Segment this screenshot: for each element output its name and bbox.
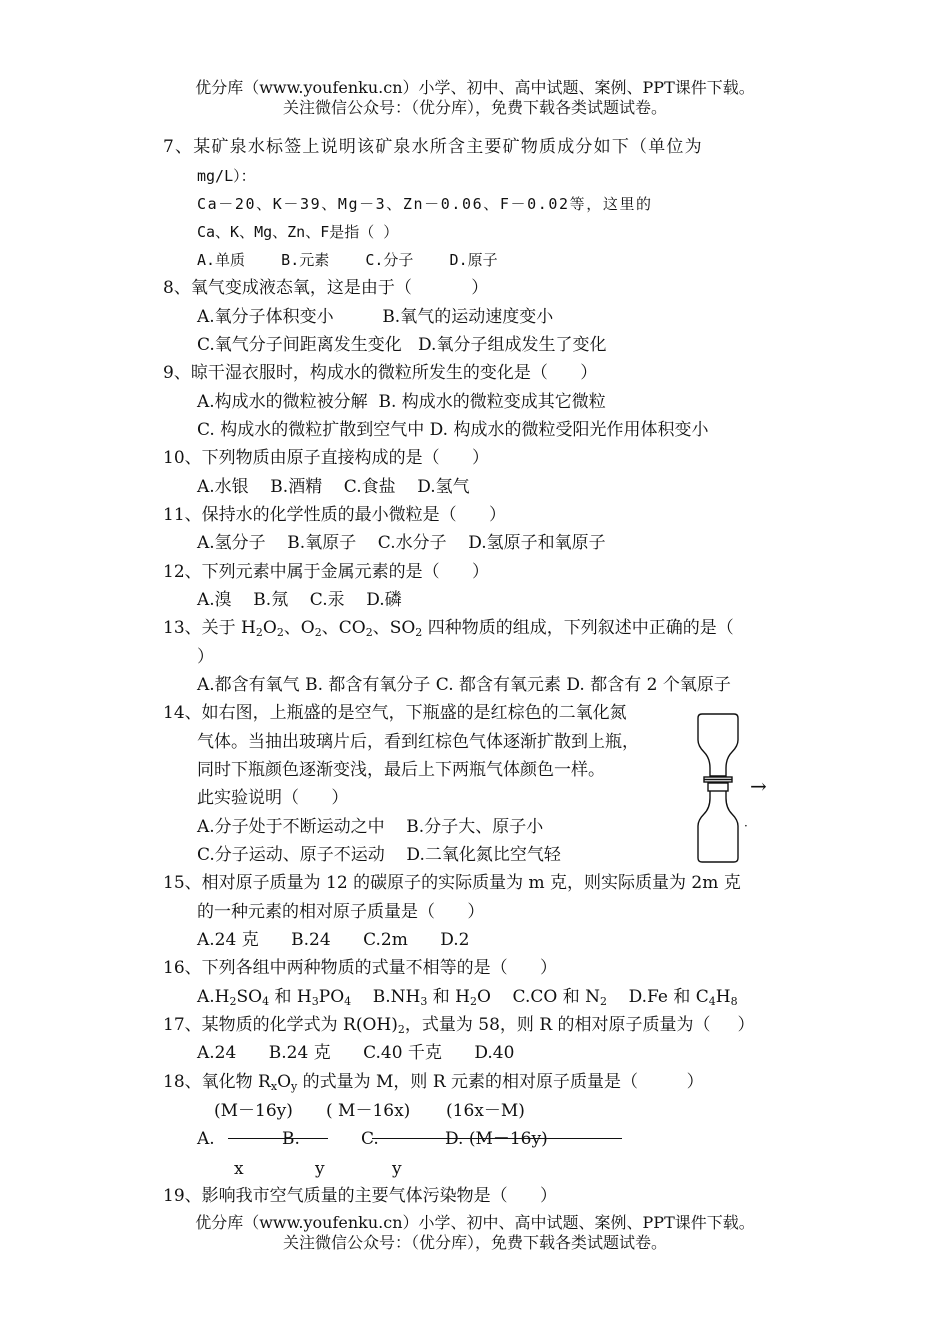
q9-stem: 9、晾干湿衣服时，构成水的微粒所发生的变化是（ ） <box>163 363 598 383</box>
footer-line-2: 关注微信公众号：（优分库），免费下载各类试题试卷。 <box>282 1233 667 1252</box>
q7-stem-line-1: 7、某矿泉水标签上说明该矿泉水所含主要矿物质成分如下（单位为 <box>163 137 703 157</box>
q16-options: $A.H_2SO_4$ 和 $H_3PO_4$ $B.NH_3$ 和 $H_2O$ C.CO 和 $N_2$ D.Fe 和 $C_4H_8$ <box>197 987 738 1008</box>
q18-label-a: A. <box>197 1129 215 1149</box>
bottom-neck <box>708 783 728 791</box>
q18-stem: 18、氧化物 $R_xO_y$ 的式量为 M，则 R 元素的相对原子质量是（ ） <box>163 1072 704 1093</box>
q13-stem: 13、关于 $H_2O_2$、$O_2$、$CO_2$、$SO_2$ 四种物质的组成，下列叙述中正确的是（ <box>163 618 734 639</box>
q12-options: A.溴 B.氖 C.汞 D.磷 <box>197 590 402 610</box>
footer-line-1: 优分库（www.youfenku.cn）小学、初中、高中试题、案例、PPT课件下载。 <box>195 1213 755 1232</box>
q7-stem-line-2: mg/L）： <box>197 167 256 185</box>
upper-bottle <box>698 714 738 776</box>
q15-options: A.24 克 B.24 C.2m D.2 <box>197 930 470 950</box>
q11-stem: 11、保持水的化学性质的最小微粒是（ ） <box>163 505 507 525</box>
q10-options: A.水银 B.酒精 C.食盐 D.氢气 <box>197 477 470 497</box>
q19-stem: 19、影响我市空气质量的主要气体污染物是（ ） <box>163 1186 558 1206</box>
header-line-2: 关注微信公众号：（优分库），免费下载各类试题试卷。 <box>282 98 667 117</box>
q15-stem-line-2: 的一种元素的相对原子质量是（ ） <box>197 902 485 922</box>
q9-options-2: C. 构成水的微粒扩散到空气中 D. 构成水的微粒受阳光作用体积变小 <box>197 420 709 440</box>
q17-stem: 17、某物质的化学式为 $R(OH)_2$，式量为 58，则 R 的相对原子质量为（ ） <box>163 1015 755 1036</box>
q18-denominator-b: y <box>315 1159 325 1179</box>
q10-stem: 10、下列物质由原子直接构成的是（ ） <box>163 448 490 468</box>
figure-dot: · <box>744 819 748 833</box>
q18-numerator-c: (16x－M) <box>446 1101 525 1121</box>
q13-stem-end: ） <box>197 647 214 667</box>
q18-label-b: B. <box>282 1129 300 1149</box>
fraction-bar-c <box>372 1138 622 1139</box>
q14-stem-line-4: 此实验说明（ ） <box>197 788 349 808</box>
q15-stem-line-1: 15、相对原子质量为 12 的碳原子的实际质量为 m 克，则实际质量为 2m 克 <box>163 873 741 893</box>
arrow-icon: → <box>750 774 767 798</box>
q17-options: A.24 B.24 克 C.40 千克 D.40 <box>197 1043 515 1063</box>
q18-numerator-b: ( M－16x) <box>326 1101 411 1121</box>
q7-stem-line-4: Ca、K、Mg、Zn、F是指（ ） <box>197 223 399 241</box>
q8-options-1: A.氧分子体积变小 B.氧气的运动速度变小 <box>197 307 554 327</box>
q14-stem-line-2: 气体。当抽出玻璃片后，看到红棕色气体逐渐扩散到上瓶， <box>197 732 639 752</box>
q9-options-1: A.构成水的微粒被分解 B. 构成水的微粒变成其它微粒 <box>197 392 606 412</box>
q8-stem: 8、氧气变成液态氧，这是由于（ ） <box>163 278 489 298</box>
q18-denominator-c: y <box>392 1159 402 1179</box>
q14-options-2: C.分子运动、原子不运动 D.二氧化氮比空气轻 <box>197 845 561 865</box>
header-line-1: 优分库（www.youfenku.cn）小学、初中、高中试题、案例、PPT课件下载。 <box>195 78 755 97</box>
q12-stem: 12、下列元素中属于金属元素的是（ ） <box>163 562 490 582</box>
q14-stem-line-3: 同时下瓶颜色逐渐变浅，最后上下两瓶气体颜色一样。 <box>197 760 605 780</box>
q7-options: A.单质 B.元素 C.分子 D.原子 <box>197 251 498 269</box>
q18-label-c: C. <box>361 1129 379 1149</box>
q14-stem-line-1: 14、如右图，上瓶盛的是空气，下瓶盛的是红棕色的二氧化氮 <box>163 703 627 723</box>
q7-stem-line-3: Ca－20、K－39、Mg－3、Zn－0.06、F－0.02等，这里的 <box>197 195 653 213</box>
fraction-bar-a <box>228 1138 328 1139</box>
lower-bottle <box>698 791 738 862</box>
q18-numerator-a: (M－16y) <box>214 1101 293 1121</box>
q14-options-1: A.分子处于不断运动之中 B.分子大、原子小 <box>197 817 544 837</box>
q13-options: A.都含有氧气 B. 都含有氧分子 C. 都含有氧元素 D. 都含有 2 个氧原子 <box>197 675 731 695</box>
q8-options-2: C.氧气分子间距离发生变化 D.氧分子组成发生了变化 <box>197 335 607 355</box>
q11-options: A.氢分子 B.氧原子 C.水分子 D.氢原子和氧原子 <box>197 533 606 553</box>
q16-stem: 16、下列各组中两种物质的式量不相等的是（ ） <box>163 958 558 978</box>
q18-denominator-a: x <box>234 1159 244 1179</box>
q18-label-d: D. (M－16y) <box>445 1129 548 1149</box>
